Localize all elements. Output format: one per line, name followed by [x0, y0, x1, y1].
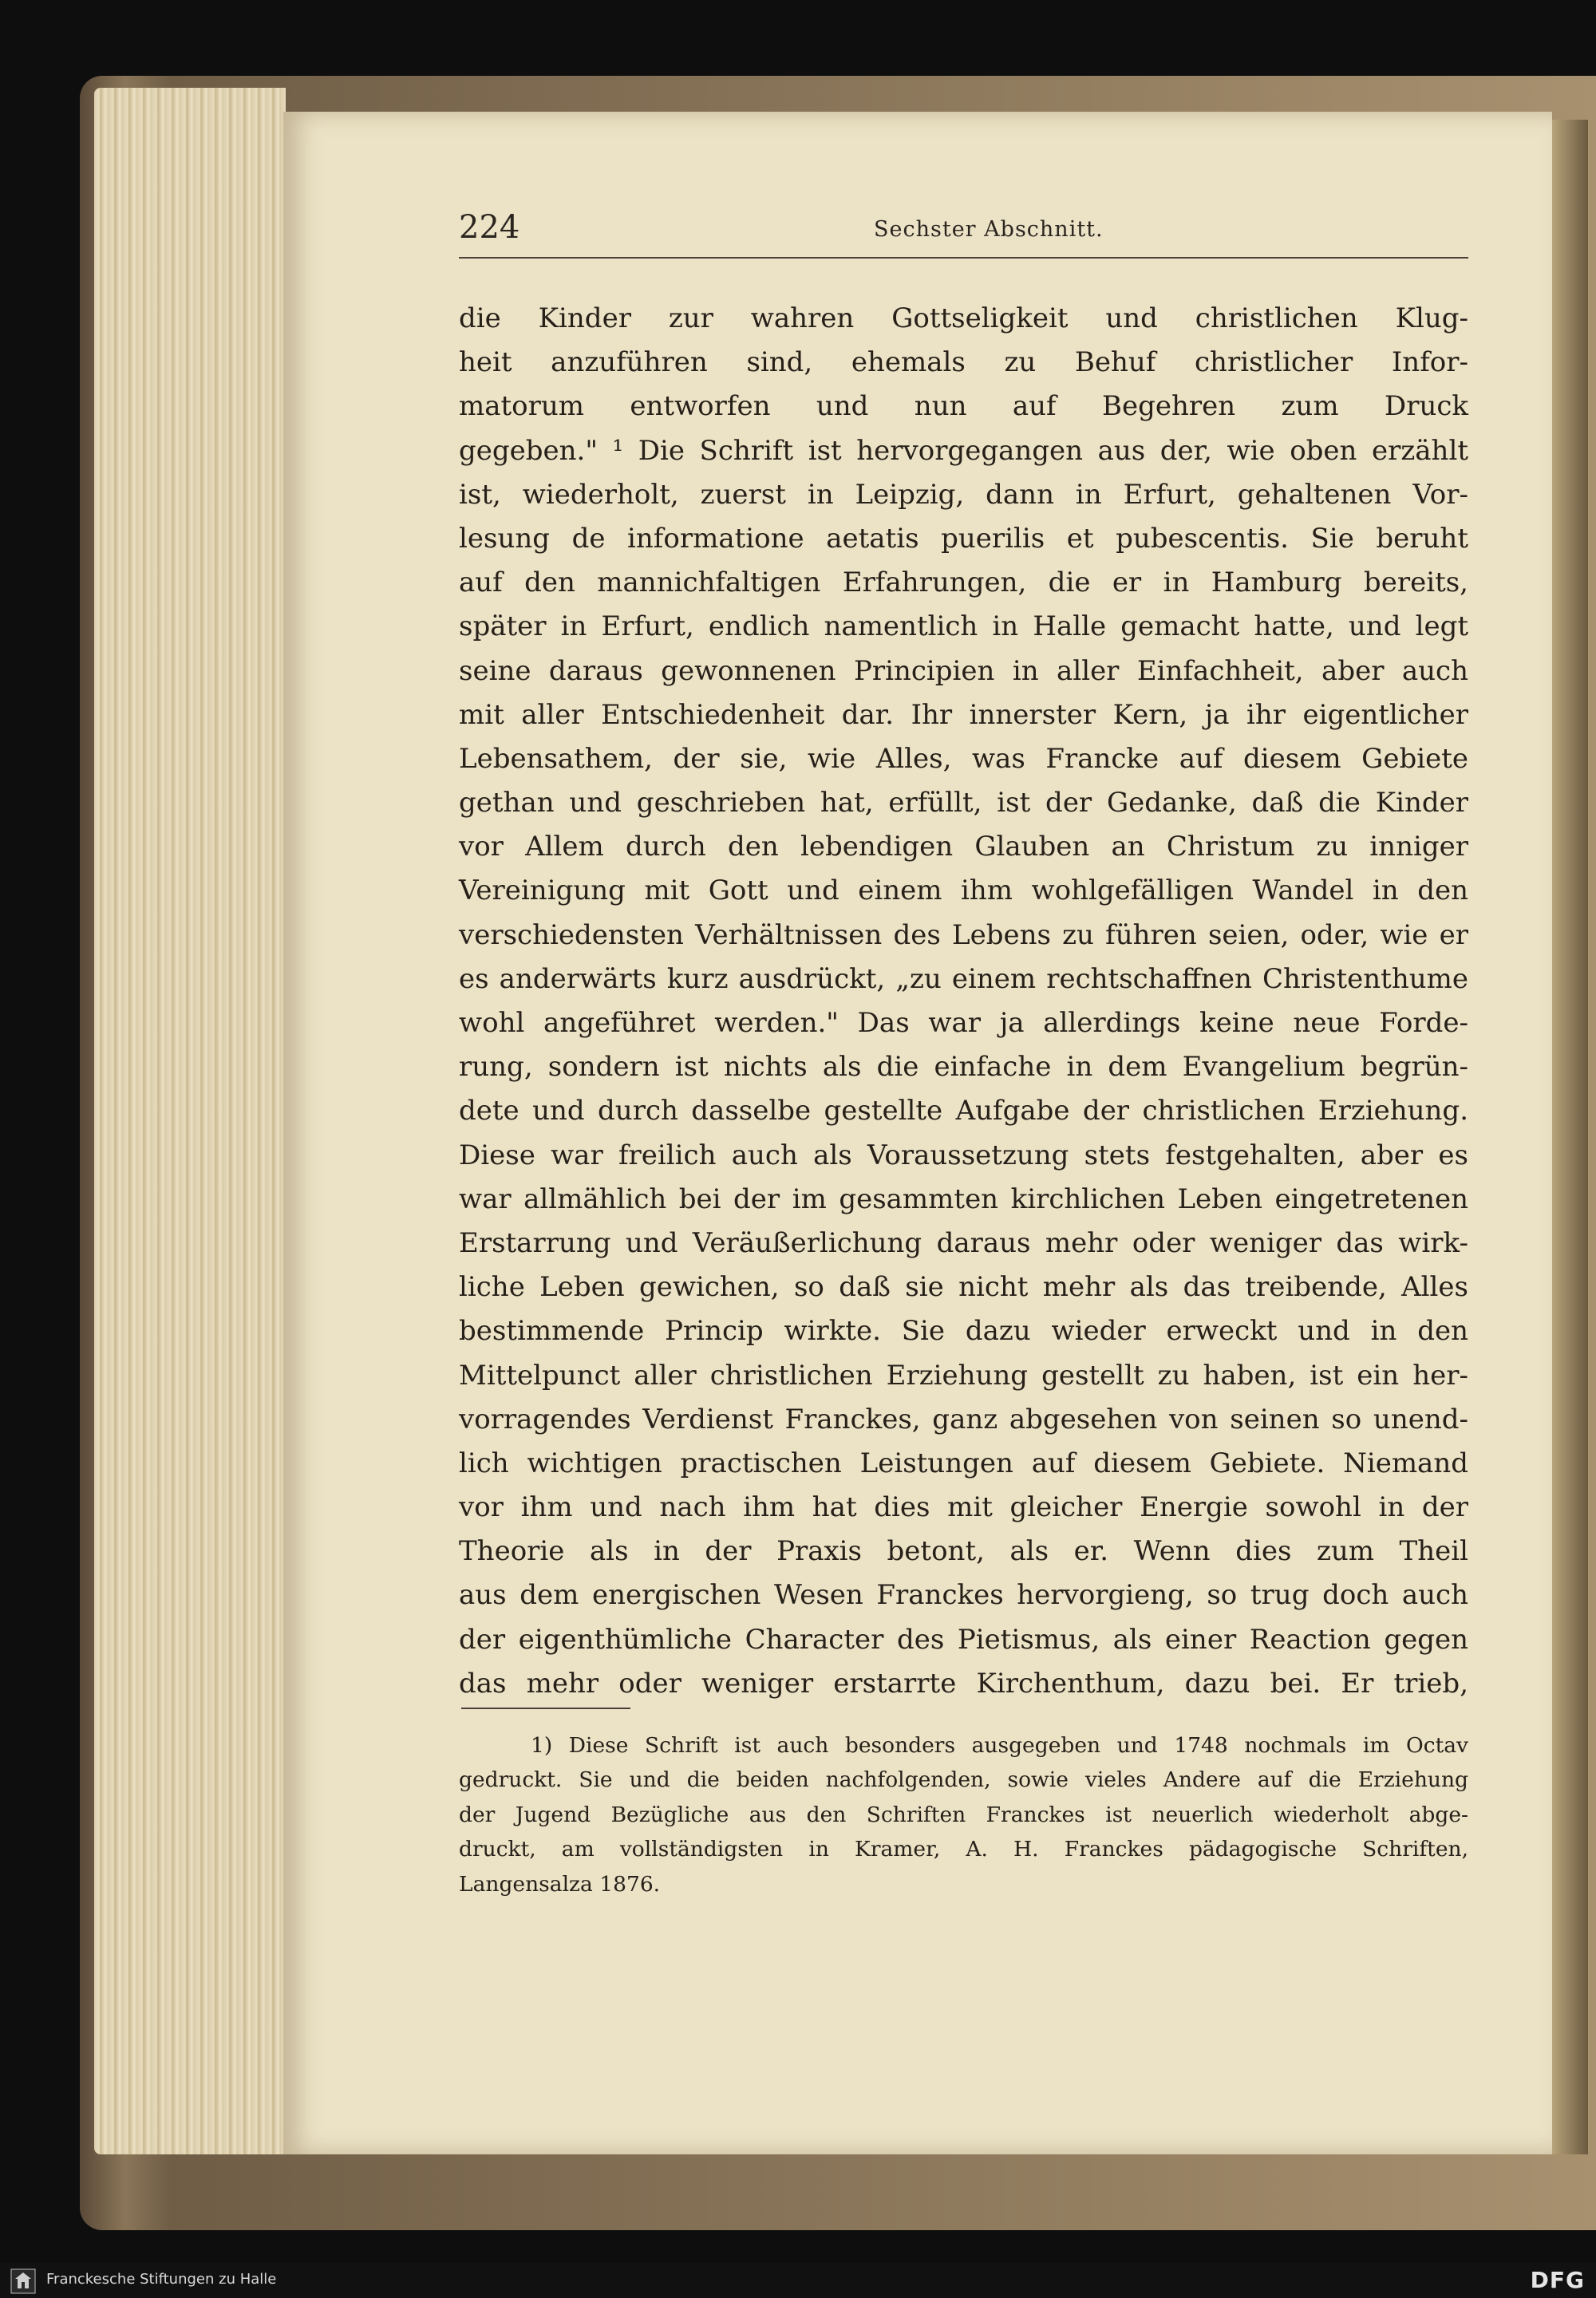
footnote-line: gedruckt. Sie und die beiden nachfolgenden, sowie vieles Andere auf die Erziehung [459, 1767, 1468, 1793]
text-line: später in Erfurt, endlich namentlich in Halle gemacht hatte, und legt [459, 610, 1468, 643]
text-line: die Kinder zur wahren Gottseligkeit und christlichen Klug- [459, 302, 1468, 334]
text-line: Lebensathem, der sie, wie Alles, was Francke auf diesem Gebiete [459, 742, 1468, 775]
institution-label: Franckesche Stiftungen zu Halle [46, 2271, 277, 2288]
text-line: mit aller Entschiedenheit dar. Ihr innerster Kern, ja ihr eigentlicher [459, 698, 1468, 731]
text-line: vor Allem durch den lebendigen Glauben an Christum zu inniger [459, 831, 1468, 863]
text-line: war allmählich bei der im gesammten kirchlichen Leben eingetretenen [459, 1183, 1468, 1215]
text-line: verschiedensten Verhältnissen des Lebens zu führen seien, oder, wie er [459, 918, 1468, 951]
text-line: vor ihm und nach ihm hat dies mit gleicher Energie sowohl in der [459, 1491, 1468, 1524]
footnote-divider [461, 1708, 630, 1709]
text-line: Mittelpunct aller christlichen Erziehung gestellt zu haben, ist ein her- [459, 1359, 1468, 1392]
text-line: aus dem energischen Wesen Franckes hervorgieng, so trug doch auch [459, 1579, 1468, 1612]
footnote-line: 1) Diese Schrift ist auch besonders ausgegeben und 1748 nochmals im Octav [531, 1733, 1468, 1758]
text-line: heit anzuführen sind, ehemals zu Behuf christlicher Infor- [459, 346, 1468, 379]
text-line: dete und durch dasselbe gestellte Aufgabe der christlichen Erziehung. [459, 1095, 1468, 1127]
text-line: Diese war freilich auch als Voraussetzung stets festgehalten, aber es [459, 1139, 1468, 1171]
footnote-line: der Jugend Bezügliche aus den Schriften Franckes ist neuerlich wiederholt abge- [459, 1802, 1468, 1827]
viewer-footer-bar [0, 2263, 1596, 2298]
running-head: Sechster Abschnitt. [874, 217, 1104, 242]
dfg-logo: DFG [1530, 2267, 1585, 2293]
text-line: das mehr oder weniger erstarrte Kirchenthum, dazu bei. Er trieb, [459, 1667, 1468, 1700]
text-line: Vereinigung mit Gott und einem ihm wohlgefälligen Wandel in den [459, 875, 1468, 907]
text-line: gethan und geschrieben hat, erfüllt, ist der Gedanke, daß die Kinder [459, 787, 1468, 819]
text-line: lesung de informatione aetatis puerilis et pubescentis. Sie beruht [459, 522, 1468, 555]
institution-seal-icon [10, 2268, 37, 2295]
text-line: lich wichtigen practischen Leistungen auf diesem Gebiete. Niemand [459, 1447, 1468, 1479]
page-right-edge [1552, 120, 1588, 2154]
text-line: Theorie als in der Praxis betont, als er. Wenn dies zum Theil [459, 1535, 1468, 1568]
text-line: rung, sondern ist nichts als die einfache in dem Evangelium begrün- [459, 1051, 1468, 1084]
footnote [459, 1728, 1468, 1901]
text-line: gegeben." ¹ Die Schrift ist hervorgegangen aus der, wie oben erzählt [459, 434, 1468, 467]
text-line: wohl angeführet werden." Das war ja allerdings keine neue Forde- [459, 1007, 1468, 1039]
text-line: ist, wiederholt, zuerst in Leipzig, dann in Erfurt, gehaltenen Vor- [459, 478, 1468, 511]
text-line: bestimmende Princip wirkte. Sie dazu wieder erweckt und in den [459, 1315, 1468, 1348]
text-line: auf den mannichfaltigen Erfahrungen, die er in Hamburg bereits, [459, 567, 1468, 599]
page-number: 224 [459, 209, 520, 246]
body-text [459, 297, 1468, 1706]
text-line: vorragendes Verdienst Franckes, ganz abgesehen von seinen so unend- [459, 1403, 1468, 1435]
page-header [459, 209, 1468, 259]
text-line: seine daraus gewonnenen Principien in aller Einfachheit, aber auch [459, 654, 1468, 687]
text-line: liche Leben gewichen, so daß sie nicht mehr als das treibende, Alles [459, 1271, 1468, 1304]
text-line: es anderwärts kurz ausdrückt, „zu einem rechtschaffnen Christenthume [459, 962, 1468, 995]
footnote-line: Langensalza 1876. [459, 1871, 661, 1897]
text-line: der eigenthümliche Character des Pietismus, als einer Reaction gegen [459, 1623, 1468, 1656]
page-stack-edge [94, 88, 286, 2154]
text-line: Erstarrung und Veräußerlichung daraus mehr oder weniger das wirk- [459, 1226, 1468, 1259]
text-line: matorum entworfen und nun auf Begehren zum Druck [459, 390, 1468, 423]
footnote-line: druckt, am vollständigsten in Kramer, A. H. Franckes pädagogische Schriften, [459, 1837, 1468, 1862]
